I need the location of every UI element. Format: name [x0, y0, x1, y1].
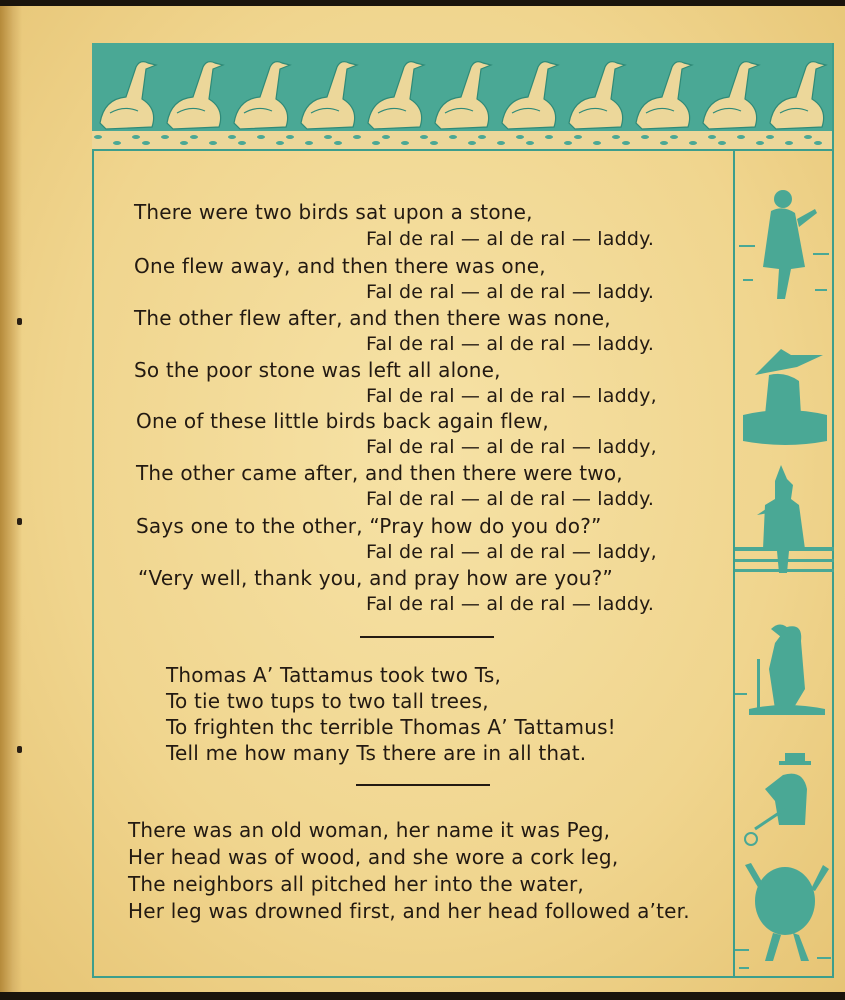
section-divider: [360, 636, 494, 638]
pebble-mark: [478, 135, 486, 139]
pebble-mark: [113, 141, 121, 145]
egg-figure-icon: [735, 863, 831, 969]
verse-line: There were two birds sat upon a stone,: [134, 200, 533, 224]
verse-line: Thomas A’ Tattamus took two Ts,: [166, 663, 502, 687]
side-illustration-column: [733, 149, 834, 978]
verse-line: To frighten thc terrible Thomas A’ Tattamus!: [166, 715, 616, 739]
margin-mark: [17, 318, 22, 325]
pebble-mark: [449, 135, 457, 139]
verse-line: The other came after, and then there were two,: [136, 461, 623, 485]
side-illustrations: [735, 149, 834, 976]
pebble-mark: [228, 135, 236, 139]
refrain-line: Fal de ral — al de ral — laddy,: [366, 436, 657, 458]
margin-mark: [17, 746, 22, 753]
pebble-mark: [622, 141, 630, 145]
section-divider: [356, 784, 490, 786]
pebble-mark: [593, 141, 601, 145]
refrain-line: Fal de ral — al de ral — laddy.: [366, 281, 655, 303]
pebble-mark: [305, 141, 313, 145]
verse-line: Her head was of wood, and she wore a cork leg,: [128, 845, 619, 869]
pebble-mark: [708, 135, 716, 139]
pebble-mark: [238, 141, 246, 145]
pebble-mark: [132, 135, 140, 139]
refrain-line: Fal de ral — al de ral — laddy,: [366, 385, 657, 407]
verse-line: The other flew after, and then there was none,: [134, 306, 611, 330]
pebble-mark: [756, 141, 764, 145]
pebble-mark: [420, 135, 428, 139]
cat-figure-icon: [735, 465, 834, 573]
pebble-mark: [401, 141, 409, 145]
verse-line: One of these little birds back again flew,: [136, 409, 549, 433]
verse-line: Her leg was drowned first, and her head followed a’ter.: [128, 899, 690, 923]
pebble-mark: [353, 135, 361, 139]
pebble-mark: [209, 141, 217, 145]
pebble-mark: [718, 141, 726, 145]
pebble-mark: [564, 141, 572, 145]
pebble-mark: [737, 135, 745, 139]
pebble-mark: [660, 141, 668, 145]
pebble-mark: [468, 141, 476, 145]
pebble-mark: [516, 135, 524, 139]
pebble-mark: [612, 135, 620, 139]
pebble-mark: [641, 135, 649, 139]
verse-line: To tie two tups to two tall trees,: [166, 689, 489, 713]
pebble-mark: [670, 135, 678, 139]
pebble-mark: [190, 135, 198, 139]
pebble-mark: [814, 141, 822, 145]
pebble-mark: [574, 135, 582, 139]
bird-figure-icon: [745, 753, 811, 845]
pebble-mark: [545, 135, 553, 139]
book-page: [0, 6, 845, 992]
page-gutter: [0, 6, 22, 992]
verse-line: So the poor stone was left all alone,: [134, 358, 501, 382]
pebble-mark: [497, 141, 505, 145]
verse-line: Says one to the other, “Pray how do you do?”: [136, 514, 602, 538]
refrain-line: Fal de ral — al de ral — laddy.: [366, 333, 655, 355]
pebble-mark: [324, 135, 332, 139]
verse-line: “Very well, thank you, and pray how are you?”: [138, 566, 613, 590]
pebble-mark: [372, 141, 380, 145]
pebble-mark: [804, 135, 812, 139]
geese-frieze-illustration: [92, 43, 832, 149]
refrain-line: Fal de ral — al de ral — laddy.: [366, 593, 655, 615]
pebble-mark: [286, 135, 294, 139]
verse-line: The neighbors all pitched her into the water,: [128, 872, 584, 896]
refrain-line: Fal de ral — al de ral — laddy.: [366, 228, 655, 250]
pebble-mark: [276, 141, 284, 145]
pebble-mark: [334, 141, 342, 145]
rat-figure-icon: [735, 624, 825, 715]
margin-mark: [17, 518, 22, 525]
pebble-mark: [382, 135, 390, 139]
pebble-mark: [94, 135, 102, 139]
pebble-mark: [766, 135, 774, 139]
pebble-mark: [257, 135, 265, 139]
pebble-mark: [430, 141, 438, 145]
verse-line: One flew away, and then there was one,: [134, 254, 546, 278]
geese-frieze: [92, 43, 834, 151]
hatted-figure-icon: [743, 349, 827, 445]
pebble-mark: [180, 141, 188, 145]
pebble-mark: [161, 135, 169, 139]
pebble-mark: [689, 141, 697, 145]
pebble-mark: [142, 141, 150, 145]
walking-figure-icon: [739, 190, 829, 299]
refrain-line: Fal de ral — al de ral — laddy,: [366, 541, 657, 563]
pebble-mark: [785, 141, 793, 145]
verse-line: Tell me how many Ts there are in all that.: [166, 741, 587, 765]
verse-line: There was an old woman, her name it was Peg,: [128, 818, 611, 842]
pebble-mark: [526, 141, 534, 145]
refrain-line: Fal de ral — al de ral — laddy.: [366, 488, 655, 510]
